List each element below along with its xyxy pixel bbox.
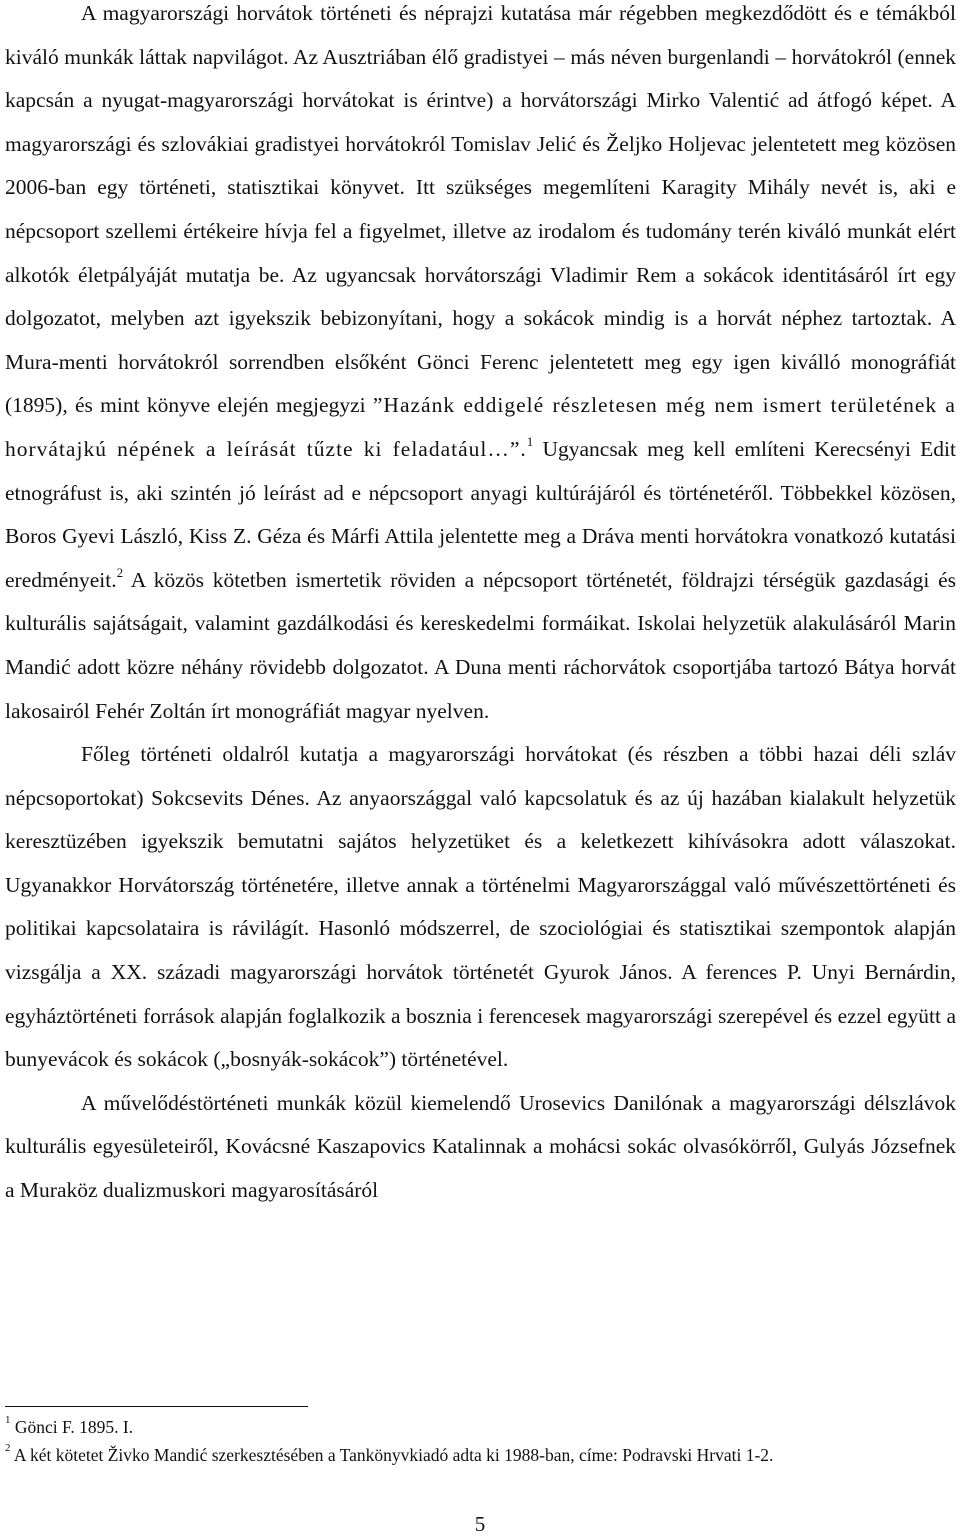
footnote-2-number: 2 bbox=[5, 1442, 11, 1455]
body-text bbox=[5, 0, 956, 1213]
footnotes bbox=[5, 1413, 956, 1469]
paragraph-1-text-a: A magyarországi horvátok történeti és néprajzi kutatása már régebben megkezdődött és e témákból kiváló munkák láttak napvilágot. Az Ausztriában élő gradistyei – más néven burgenlandi – horvátokról (ennek kapcsán a nyugat-magyarországi horvátokat is érintve) a horvátországi Mirko Valentić ad átfogó képet. A magyarországi és szlovákiai gradistyei horvátokról Tomislav Jelić és Željko Holjevac jelentetett meg közösen 2006-ban egy történeti, statisztikai könyvet. Itt szükséges megemlíteni Karagity Mihály nevét is, aki e népcsoport szellemi értékeire hívja fel a figyelmet, illetve az irodalom és tudomány terén kiváló munkát elért alkotók életpályáját mutatja be. Az ugyancsak horvátországi Vladimir Rem a sokácok identitásáról írt egy dolgozatot, melyben azt igyekszik bebizonyítani, hogy a sokácok mindig is a horvát néphez tartoztak. A Mura-menti horvátokról sorrendben elsőként Gönci Ferenc jelentetett meg egy igen kiválló monográfiát (1895), és mint könyve elején megjegyzi bbox=[5, 1, 956, 418]
paragraph-1-text-c: A közös kötetben ismertetik röviden a népcsoport történetét, földrajzi térségük gazdasági és kulturális sajátságait, valamint gazdálkodási és kereskedelmi formáikat. Iskolai helyzetük alakulásáról Marin Mandić adott közre néhány rövidebb dolgozatot. A Duna menti ráchorvátok csoportjába tartozó Bátya horvát lakosairól Fehér Zoltán írt monográfiát magyar nyelven. bbox=[5, 567, 956, 723]
footnote-1-number: 1 bbox=[5, 1414, 11, 1427]
footnote-1-text: Gönci F. 1895. I. bbox=[10, 1417, 134, 1437]
paragraph-2: Főleg történeti oldalról kutatja a magyarországi horvátokat (és részben a többi hazai déli szláv népcsoportokat) Sokcsevits Dénes. Az anyaországgal való kapcsolatuk és az új hazában kialakult helyzetük keresztüzében igyekszik bemutatni sajátos helyzetüket és a keletkezett kihívásokra adott válaszokat. Ugyanakkor Horvátország történetére, illetve annak a történelmi Magyarországgal való művészettörténeti és politikai kapcsolataira is rávilágít. Hasonló módszerrel, de szociológiai és statisztikai szempontok alapján vizsgálja a XX. századi magyarországi horvátok történetét Gyurok János. A ferences P. Unyi Bernárdin, egyháztörténeti források alapján foglalkozik a bosznia i ferencesek magyarországi szerepével és ezzel együtt a bunyevácok és sokácok („bosnyák-sokácok”) történetével. bbox=[5, 742, 956, 1072]
paragraph-3: A művelődéstörténeti munkák közül kiemelendő Urosevics Danilónak a magyarországi délszlávok kulturális egyesületeiről, Kovácsné Kaszapovics Katalinnak a mohácsi sokác olvasókörről, Gulyás Józsefnek a Muraköz dualizmuskori magyarosításáról bbox=[5, 1090, 956, 1203]
footnote-ref-1: 1 bbox=[526, 433, 534, 449]
footnote-1 bbox=[5, 1413, 956, 1441]
page-number: 5 bbox=[474, 1512, 486, 1536]
footnote-2-text: A két kötetet Živko Mandić szerkesztésében a Tankönyvkiadó adta ki 1988-ban, címe: Podravski Hrvati 1-2. bbox=[10, 1445, 774, 1465]
footnote-ref-2: 2 bbox=[116, 564, 124, 580]
footnote-2 bbox=[5, 1441, 956, 1469]
paragraph-1-quote: ”Hazánk eddigelé részletesen még nem ismert területének a horvátajkú népének a leírását tűzte ki feladatául…”. bbox=[5, 393, 956, 461]
paragraph-1 bbox=[5, 0, 956, 733]
paragraph-1-text-b: Ugyancsak meg kell említeni Kerecsényi Edit etnográfust is, aki szintén jó leírást ad e népcsoport anyagi kultúrájáról és történetéről. Többekkel közösen, Boros Gyevi László, Kiss Z. Géza és Márfi Attila jelentette meg a Dráva menti horvátokra vonatkozó kutatási eredményeit. bbox=[5, 436, 956, 592]
footnote-separator bbox=[5, 1406, 308, 1407]
